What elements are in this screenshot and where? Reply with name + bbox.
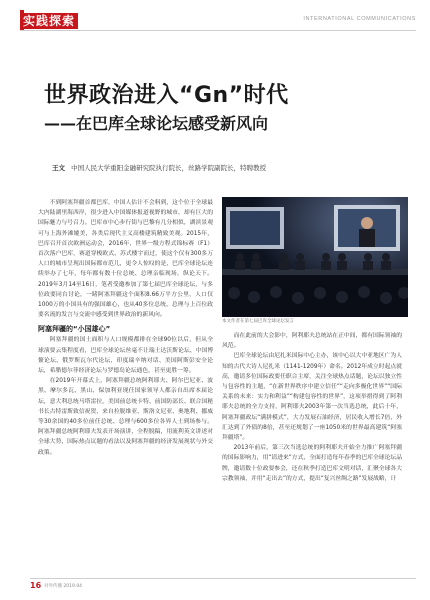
speaker-face	[361, 217, 373, 229]
author-title: 中国人民大学重阳金融研究院执行院长，丝路学院副院长，特聘教授	[71, 164, 267, 172]
paragraph: 巴库全球论坛由尼扎米国际中心主办，该中心以大中亚地区广为人知的古代大诗人尼扎米（1141-1209年）命名。2012年成立时起点就高，邀请多位国际政要任职合主席，关注全球热点话题，论坛以独立性与包容性的主题，“在新世界秩序中建立信任”“走向多极化世界”“国际关系的未来：实力和利益”“构建包容性的世界”，这项举措得到了阿利耶夫总统的全力支持，阿利耶夫2003年第一次当选总统，此后十年，阿塞拜疆政坛“满拼模式”，大力发展石油经济，居民收入增长7倍，外汇达到了外债的8倍，甚至还规划了一座1050米的世界最高建筑“阿塞拜疆塔”。	[222, 353, 402, 442]
stage-edge	[222, 269, 408, 275]
paragraph: 2013年前后，第三次当选总统的阿利耶夫开始全力推广阿塞拜疆的国际影响力，用“请进来”方式，全面打造每年春季的巴库全球论坛品牌，邀请数十位政要参会，还在秋季打造巴库文明对话，汇聚全球各大宗教领袖，并用“走出去”的方式，提出“复兴丝绸之路”发展战略，计	[222, 445, 402, 482]
header-rule	[20, 30, 416, 31]
author-line	[52, 163, 266, 172]
article-title: 世界政治进入“Gn”时代	[44, 83, 289, 108]
paragraph: 阿塞拜疆的国土面积与人口规模都排在全球90位以后，但从全球演要云集程度看，巴库全球论坛丝毫不让瑞士达沃斯论坛、中国博鳌论坛、俄罗斯瓦尔代论坛，印度瑞辛纳对话、美国阿斯彭安全论坛，希腊德尔菲经济论坛与罗德岛论坛通色，甚至更胜一筹。	[38, 337, 213, 375]
left-column	[38, 198, 213, 458]
footer-rule	[30, 578, 416, 579]
article-subtitle: ——在巴库全球论坛感受新风向	[44, 114, 269, 133]
title-block	[44, 82, 384, 136]
section-tag: 实践探索	[20, 13, 78, 29]
photo-illustration	[222, 197, 408, 317]
page-footer	[30, 578, 416, 592]
paragraph: 在2019年开幕式上，阿塞拜疆总统阿利耶夫、阿尔巴尼亚、波黑、摩尔多瓦、黑山、保加利亚现任国家领导人都亲自出席本届论坛，意大利总统马塔雷拉，美国前总统卡特、前国防部长、联合国秘书长古特雷斯致信祝贺，来自拉脱维亚、斯洛文尼亚、奥地利、挪威等30余国的40多位前任总统、总理与600多位各界人士到场参与。阿塞拜疆总统阿利耶夫发表开场演讲，全程脱稿，用流利英文讲述对全球大势、国际热点议题的看法以及阿塞拜疆的经济发展现状与外交政策。	[38, 378, 213, 456]
section-heading: 阿塞拜疆的“小国雄心”	[38, 325, 111, 334]
speaker-body	[359, 229, 375, 247]
right-column	[222, 331, 402, 484]
page-header	[20, 10, 416, 32]
page-number: 16	[30, 581, 42, 590]
publication-name: INTERNATIONAL COMMUNICATIONS	[303, 16, 416, 22]
issue-info: 对外传播 2019.04	[44, 584, 83, 589]
paragraph: 而在此前的大会影中，阿利耶夫总统站在正中间，都有国际领袖的风范。	[222, 333, 402, 350]
conference-photo	[222, 197, 408, 317]
screen-left-inner	[230, 211, 280, 245]
photo-caption: 本文作者在第七届巴库全球论坛发言	[222, 319, 294, 324]
paragraph: 不到阿塞拜疆首都巴库，中国人估计不会料到，这个位于全球最大内陆湖里海西岸，很少进入中国媒体报道视野的城市，却有巨大的国际魅力与号召力。巴库市中心步行街与巴黎有几分相似，湖滨景观可与上海外滩媲美，各类后现代主义高楼建筑精致美观。2015年，巴库召开首次欧洲运动会，2016年，世界一级方程式锦标赛（F1）首次落户巴库，赛道穿梭欧式、苏式楼宇而过，使这个仅有300多万人口的城市呈现出国际都市范儿，更令人惊叹的是，巴库全球论坛连续举办了七年，每年都有数十位总统、总理亲临现场，纵论天下。2019年3月14至16日，笔者受邀参加了第七届巴库全球论坛，与多位政要同台讨论，一睹阿塞拜疆这个面积8.66万平方公里，人口仅1000万的小国具有的强国雄心，也从40多位总统、总理与上百位政要名流的发言与交流中感受到世界政治的新风向。	[38, 200, 213, 319]
author-name: 王文	[52, 164, 65, 172]
